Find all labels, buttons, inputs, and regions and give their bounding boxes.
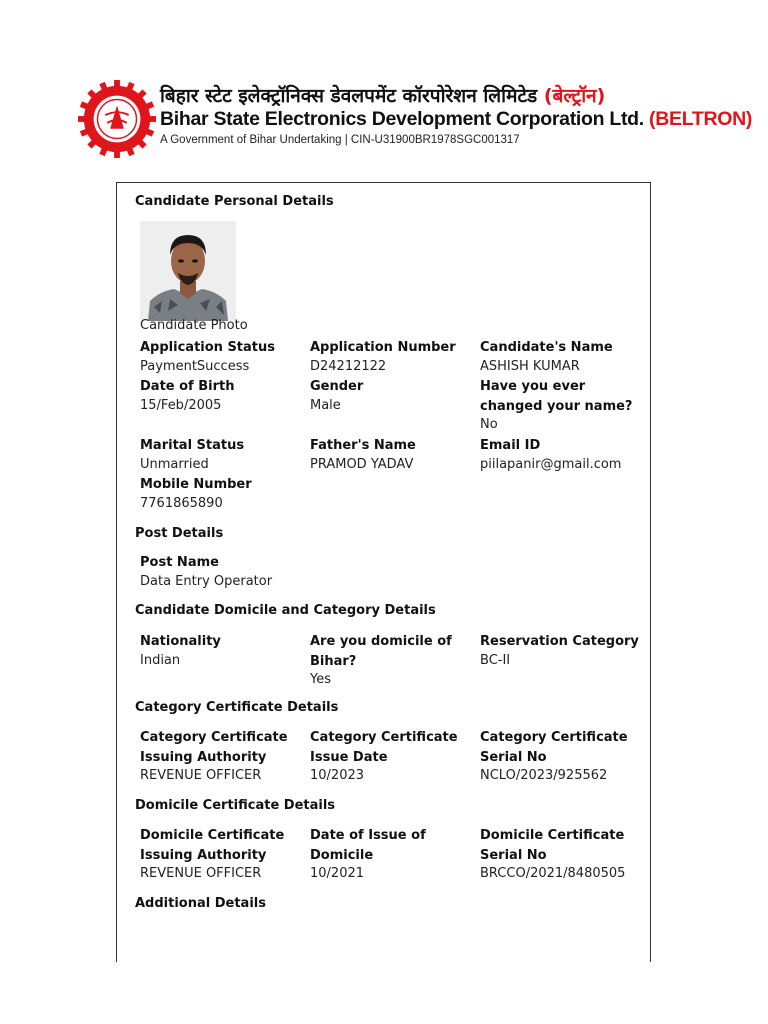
field-post-name: Post Name Data Entry Operator	[140, 555, 273, 589]
field-gender: Gender Male	[310, 379, 364, 413]
field-domicile-bihar: Are you domicile of Bihar? Yes	[310, 634, 452, 687]
field-domicile-issue-date: Date of Issue of Domicile 10/2021	[310, 828, 426, 881]
section-title-category-cert: Category Certificate Details	[135, 700, 339, 715]
field-candidate-name: Candidate's Name ASHISH KUMAR	[480, 340, 613, 374]
section-title-additional: Additional Details	[135, 896, 266, 911]
hindi-title: बिहार स्टेट इलेक्ट्रॉनिक्स डेवलपमेंट कॉरपोरेशन लिमिटेड (बेल्ट्रॉन)	[160, 85, 606, 107]
field-mobile: Mobile Number 7761865890	[140, 477, 252, 511]
section-title-domicile-cert: Domicile Certificate Details	[135, 798, 336, 813]
field-category-authority: Category Certificate Issuing Authority REVENUE OFFICER	[140, 730, 288, 783]
field-domicile-authority: Domicile Certificate Issuing Authority REVENUE OFFICER	[140, 828, 285, 881]
field-category-serial: Category Certificate Serial No NCLO/2023/925562	[480, 730, 628, 783]
section-title-domicile-category: Candidate Domicile and Category Details	[135, 603, 436, 618]
beltron-logo	[78, 80, 156, 158]
field-application-status: Application Status PaymentSuccess	[140, 340, 276, 374]
section-title-personal: Candidate Personal Details	[135, 194, 334, 209]
field-domicile-serial: Domicile Certificate Serial No BRCCO/2021/8480505	[480, 828, 626, 881]
field-application-number: Application Number D24212122	[310, 340, 456, 374]
field-dob: Date of Birth 15/Feb/2005	[140, 379, 235, 413]
field-reservation-category: Reservation Category BC-II	[480, 634, 639, 668]
field-nationality: Nationality Indian	[140, 634, 221, 668]
details-panel	[116, 182, 651, 962]
section-title-post: Post Details	[135, 526, 224, 541]
english-title: Bihar State Electronics Development Corporation Ltd. (BELTRON)	[160, 108, 753, 130]
field-category-issue-date: Category Certificate Issue Date 10/2023	[310, 730, 458, 783]
letterhead	[78, 78, 753, 158]
field-email: Email ID piilapanir@gmail.com	[480, 438, 622, 472]
field-marital-status: Marital Status Unmarried	[140, 438, 245, 472]
photo-caption: Candidate Photo	[140, 318, 248, 333]
candidate-photo	[140, 221, 236, 321]
subtitle: A Government of Bihar Undertaking | CIN-U31900BR1978SGC001317	[160, 134, 520, 146]
field-name-changed: Have you ever changed your name? No	[480, 379, 633, 432]
field-father-name: Father's Name PRAMOD YADAV	[310, 438, 416, 472]
